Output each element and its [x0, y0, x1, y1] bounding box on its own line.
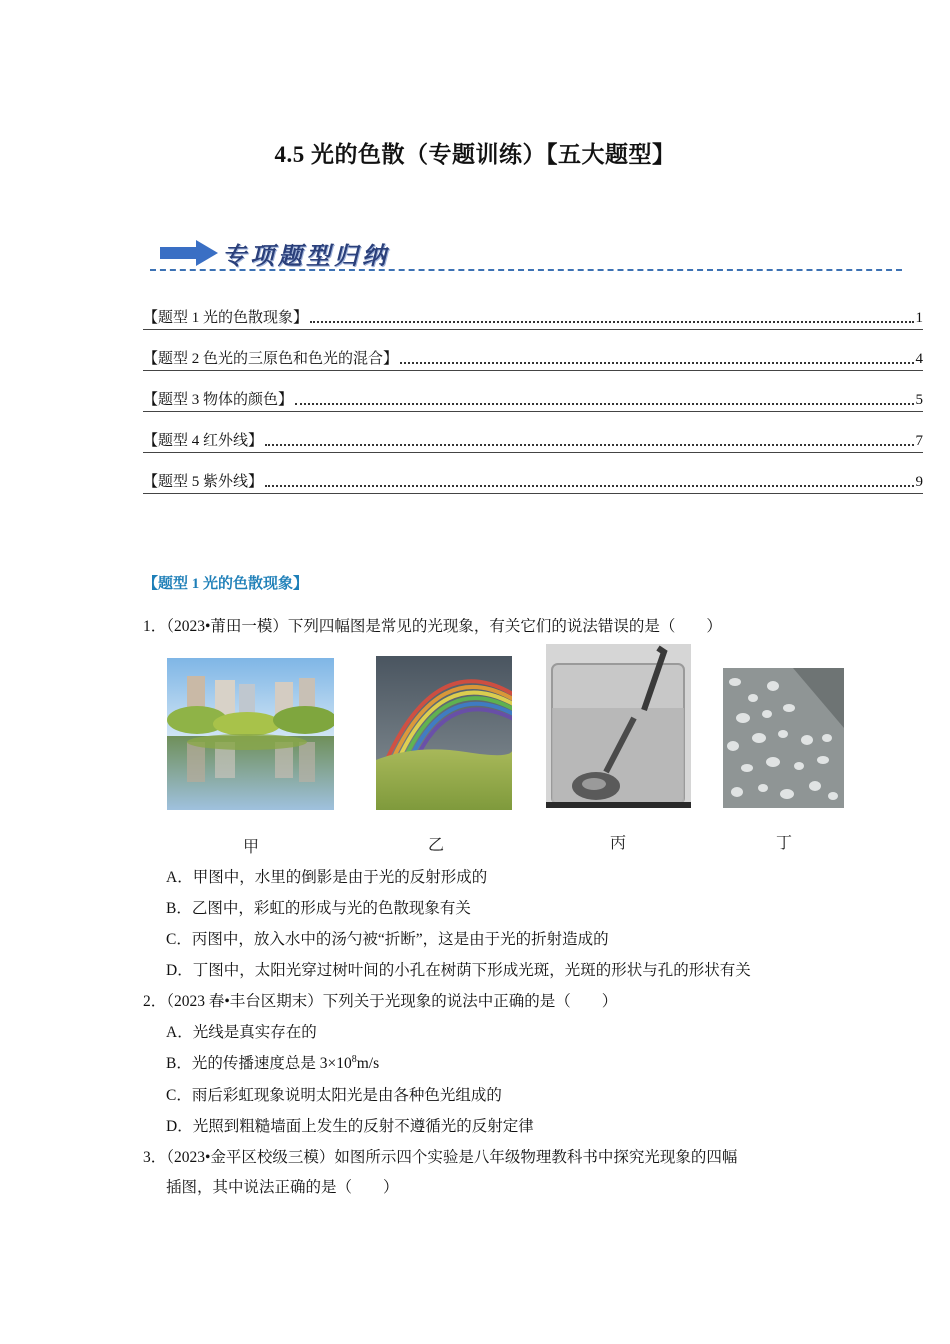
figure-city-reflection	[167, 658, 334, 810]
toc-entry-page: 4	[915, 351, 923, 367]
arrow-right-icon	[160, 240, 220, 266]
figure-light-spots	[723, 668, 844, 808]
figure-spoon-in-glass	[546, 644, 691, 808]
figure-label-yi: 乙	[428, 835, 445, 854]
option-b-unit: m/s	[356, 1055, 380, 1072]
table-of-contents	[143, 306, 923, 511]
question-1-option-b[interactable]: B．乙图中，彩虹的形成与光的色散现象有关	[166, 900, 471, 917]
toc-entry-label: 【题型 3 物体的颜色】	[143, 392, 294, 408]
toc-entry[interactable]	[143, 306, 923, 330]
banner-title: 专项题型归纳	[222, 241, 390, 270]
toc-entry-label: 【题型 4 红外线】	[143, 433, 264, 449]
toc-entry[interactable]	[143, 347, 923, 371]
figure-rainbow	[376, 656, 512, 810]
question-2-option-d[interactable]: D．光照到粗糙墙面上发生的反射不遵循光的反射定律	[166, 1118, 534, 1135]
question-3-stem-line-2: 插图，其中说法正确的是（ ）	[166, 1179, 399, 1196]
option-b-exponent: 8	[351, 1053, 357, 1065]
question-1-option-c[interactable]: C．丙图中，放入水中的汤勺被“折断”，这是由于光的折射造成的	[166, 931, 609, 948]
toc-entry-label: 【题型 5 紫外线】	[143, 474, 264, 490]
document-title: 4.5 光的色散（专题训练）【五大题型】	[274, 142, 676, 167]
toc-entry-label: 【题型 1 光的色散现象】	[143, 310, 309, 326]
toc-entry-page: 5	[915, 392, 923, 408]
question-1-option-d[interactable]: D．丁图中，太阳光穿过树叶间的小孔在树荫下形成光斑，光斑的形状与孔的形状有关	[166, 962, 751, 979]
toc-entry-page: 9	[915, 474, 923, 490]
question-1-stem: 1．（2023•莆田一模）下列四幅图是常见的光现象，有关它们的说法错误的是（ ）	[143, 618, 722, 635]
question-2-option-c[interactable]: C．雨后彩虹现象说明太阳光是由各种色光组成的	[166, 1087, 502, 1104]
question-3-stem-line-1: 3．（2023•金平区校级三模）如图所示四个实验是八年级物理教科书中探究光现象的四幅	[143, 1149, 738, 1166]
toc-entry[interactable]	[143, 470, 923, 494]
figure-label-bing: 丙	[610, 833, 627, 852]
question-1-option-a[interactable]: A．甲图中，水里的倒影是由于光的反射形成的	[166, 869, 488, 886]
toc-entry-label: 【题型 2 色光的三原色和色光的混合】	[143, 351, 399, 367]
toc-entry[interactable]	[143, 388, 923, 412]
figure-label-ding: 丁	[776, 833, 793, 852]
toc-leader	[265, 485, 913, 487]
toc-leader	[265, 444, 913, 446]
toc-entry[interactable]	[143, 429, 923, 453]
figure-label-jia: 甲	[243, 837, 260, 856]
toc-leader	[295, 403, 913, 405]
toc-leader	[400, 362, 913, 364]
toc-entry-page: 1	[915, 310, 923, 326]
question-2-stem: 2．（2023 春•丰台区期末）下列关于光现象的说法中正确的是（ ）	[143, 993, 618, 1010]
question-2-option-b[interactable]	[166, 1051, 379, 1073]
toc-leader	[310, 321, 913, 323]
section-banner	[150, 236, 902, 276]
question-2-option-a[interactable]: A．光线是真实存在的	[166, 1024, 317, 1041]
section-heading: 【题型 1 光的色散现象】	[143, 576, 309, 592]
toc-entry-page: 7	[915, 433, 923, 449]
banner-divider	[150, 269, 902, 271]
option-b-text: B．光的传播速度总是 3×10	[166, 1055, 352, 1072]
